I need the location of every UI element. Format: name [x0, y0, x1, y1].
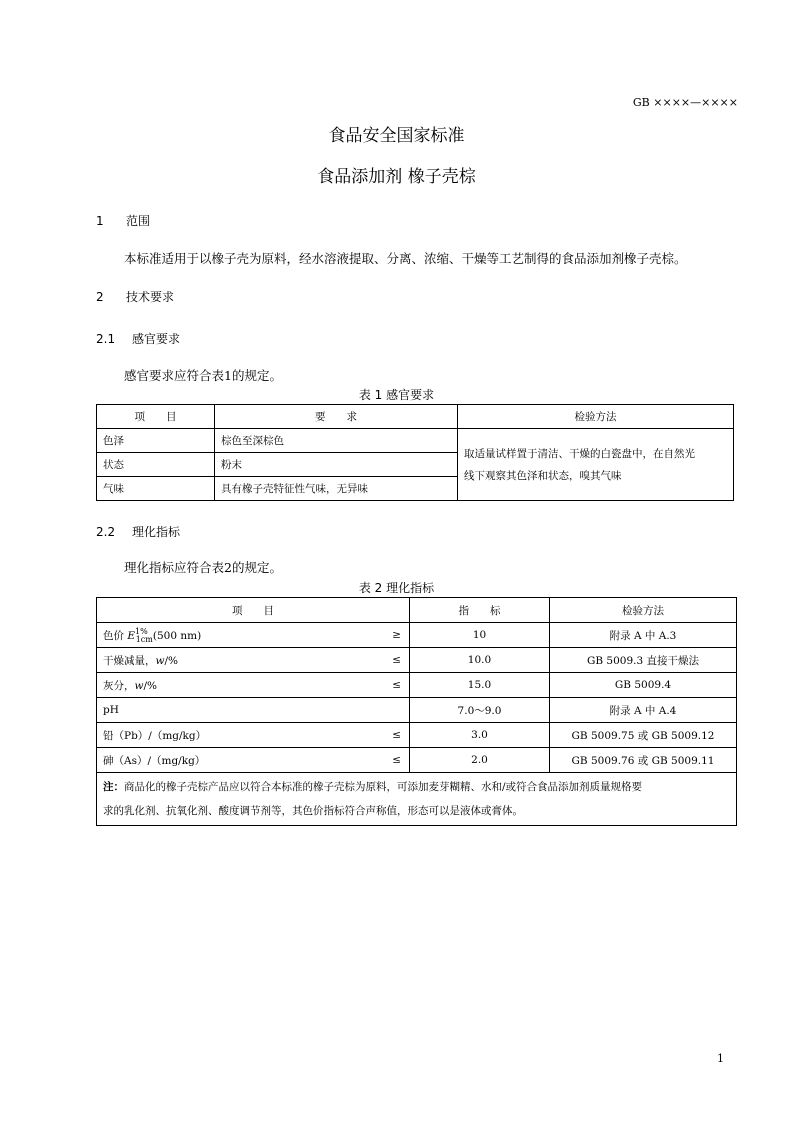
table-row: [97, 698, 737, 723]
row-method: GB 5009.75 或 GB 5009.12: [550, 723, 737, 748]
section-title: 技术要求: [126, 290, 175, 304]
section-2-2-text: 理化指标应符合表2的规定。: [124, 560, 282, 575]
table-2-caption: 表 2 理化指标: [358, 581, 435, 595]
table-header-row: [97, 405, 734, 429]
row-item: 铅（Pb）/（mg/kg） ≤: [97, 723, 410, 748]
section-number: 1: [96, 214, 104, 228]
row-item: 状态: [97, 453, 215, 477]
row-requirement: 具有橡子壳特征性气味，无异味: [215, 477, 458, 501]
comparison-symbol: ≤: [392, 679, 401, 691]
row-value: 10.0: [410, 648, 550, 673]
row-method: GB 5009.3 直接干燥法: [550, 648, 737, 673]
table-note-row: [97, 773, 737, 826]
row-value: 7.0～9.0: [410, 698, 550, 723]
section-1-heading: [96, 212, 150, 229]
comparison-symbol: ≤: [392, 729, 401, 741]
row-requirement: 棕色至深棕色: [215, 429, 458, 453]
section-2-1-text: 感官要求应符合表1的规定。: [124, 368, 282, 383]
row-item: 色价 $E^{1\%}_{1cm}(500$ nm) ≥: [97, 623, 410, 648]
row-item: 灰分，w/% ≤: [97, 673, 410, 698]
section-number: 2.2: [96, 525, 116, 539]
table-row: [97, 648, 737, 673]
comparison-symbol: ≤: [392, 654, 401, 666]
header-item: 项 目: [97, 598, 410, 623]
row-requirement: 粉末: [215, 453, 458, 477]
row-value: 3.0: [410, 723, 550, 748]
header-item: 项 目: [97, 405, 215, 429]
row-method: 附录 A 中 A.4: [550, 698, 737, 723]
header-method: 检验方法: [550, 598, 737, 623]
document-subtitle: 食品添加剂 橡子壳棕: [317, 167, 476, 187]
method-cell: [458, 429, 734, 501]
header-method: 检验方法: [458, 405, 734, 429]
comparison-symbol: ≤: [392, 754, 401, 766]
section-title: 感官要求: [132, 332, 181, 346]
header-value: 指 标: [410, 598, 550, 623]
row-value: 2.0: [410, 748, 550, 773]
section-1-text: 本标准适用于以橡子壳为原料，经水溶液提取、分离、浓缩、干燥等工艺制得的食品添加剂橡子壳棕。: [124, 251, 687, 266]
row-item: pH: [97, 698, 410, 723]
row-method: 附录 A 中 A.3: [550, 623, 737, 648]
table-row: [97, 723, 737, 748]
row-item: 色泽: [97, 429, 215, 453]
comparison-symbol: ≥: [392, 629, 401, 641]
page-number: 1: [717, 1052, 724, 1065]
section-title: 范围: [126, 214, 151, 228]
row-item: 干燥减量，w/% ≤: [97, 648, 410, 673]
section-number: 2.1: [96, 332, 116, 346]
row-method: GB 5009.4: [550, 673, 737, 698]
table-row: [97, 429, 734, 453]
note-line: 求的乳化剂、抗氧化剂、酸度调节剂等，其色价指标符合声称值，形态可以是液体或膏体。: [103, 805, 523, 817]
row-item: 气味: [97, 477, 215, 501]
method-line: 线下观察其色泽和状态，嗅其气味: [464, 469, 622, 482]
section-2-heading: [96, 288, 174, 305]
row-value: 10: [410, 623, 550, 648]
note-label: 注：: [103, 781, 124, 793]
table-note: [97, 773, 737, 826]
table-header-row: [97, 598, 737, 623]
row-value: 15.0: [410, 673, 550, 698]
note-line: 商品化的橡子壳棕产品应以符合本标准的橡子壳棕为原料，可添加麦芽糊精、水和/或符合食品添加剂质量规格要: [124, 781, 643, 793]
header-requirement: 要 求: [215, 405, 458, 429]
section-2-2-heading: [96, 523, 180, 540]
table-row: [97, 673, 737, 698]
standard-code: GB ××××—××××: [632, 96, 738, 109]
section-2-1-heading: [96, 330, 180, 347]
table-row: [97, 623, 737, 648]
section-title: 理化指标: [132, 525, 181, 539]
table-row: [97, 748, 737, 773]
physicochemical-indicators-table: [96, 597, 737, 826]
sensory-requirements-table: [96, 404, 734, 501]
row-method: GB 5009.76 或 GB 5009.11: [550, 748, 737, 773]
row-item: 砷（As）/（mg/kg） ≤: [97, 748, 410, 773]
section-number: 2: [96, 290, 104, 304]
method-line: 取适量试样置于清洁、干燥的白瓷盘中，在自然光: [464, 447, 695, 460]
table-1-caption: 表 1 感官要求: [358, 388, 435, 402]
color-value-symbol: E: [127, 629, 136, 642]
document-title: 食品安全国家标准: [328, 126, 465, 146]
